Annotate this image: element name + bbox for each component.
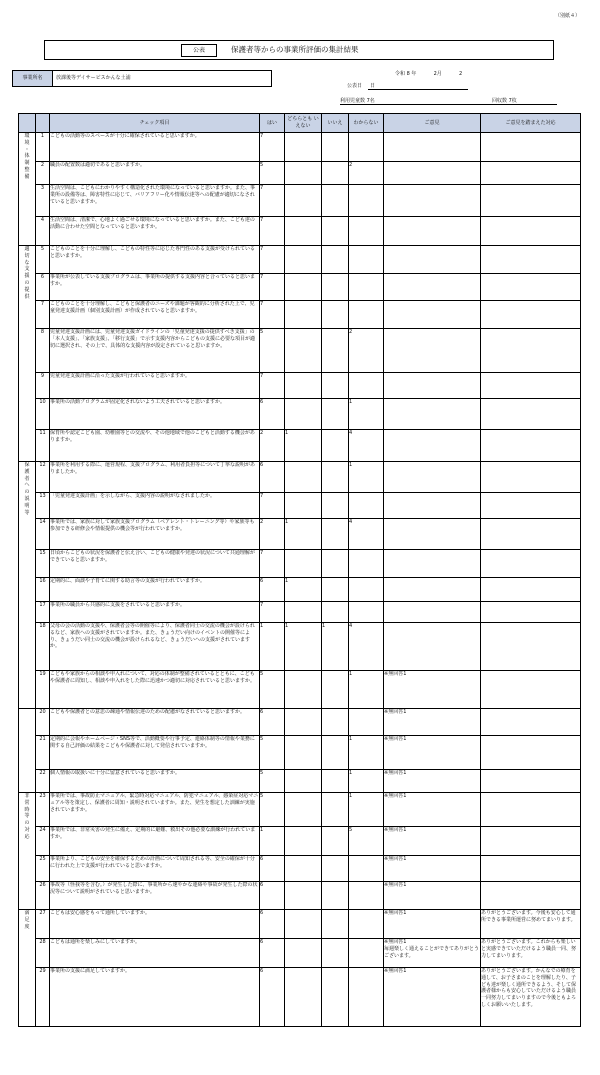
neither-count bbox=[285, 939, 322, 968]
opinion-cell bbox=[384, 550, 481, 578]
yes-count: 5 bbox=[260, 671, 285, 709]
no-count bbox=[322, 910, 349, 939]
no-count bbox=[322, 133, 349, 162]
item-text: 個人情報の取扱いに十分に留意されていると思いますか。 bbox=[50, 770, 260, 793]
item-text: 保育所や認定こども園、幼稚園等との交流や、その他地域で他のこどもと活動する機会がありますか。 bbox=[50, 430, 260, 462]
page-title: 保護者等からの事業所評価の集計結果 bbox=[231, 45, 359, 54]
table-row bbox=[19, 882, 581, 910]
yes-count: 6 bbox=[260, 399, 285, 430]
unknown-count bbox=[349, 709, 384, 736]
unknown-count bbox=[349, 602, 384, 623]
table-row bbox=[19, 162, 581, 185]
no-count bbox=[322, 274, 349, 301]
yes-count: 5 bbox=[260, 329, 285, 373]
yes-count: 6 bbox=[260, 968, 285, 1027]
neither-count bbox=[285, 133, 322, 162]
table-row bbox=[19, 430, 581, 462]
unknown-count bbox=[349, 882, 384, 910]
item-text: 職員の配置数は適切であると思いますか。 bbox=[50, 162, 260, 185]
response-cell: ありがとうございます。今後も安心して通所できる事業所運営に努めてまいります。 bbox=[481, 910, 581, 939]
response-cell bbox=[481, 493, 581, 519]
item-text: 事故等（怪我等を含む。）が発生した際に、事業所から速やかな連絡や事故が発生した際の状況等について説明がされていると思いますか。 bbox=[50, 882, 260, 910]
item-number: 4 bbox=[36, 217, 50, 246]
no-count bbox=[322, 793, 349, 827]
item-text: こどもや保護者との意思の疎通や情報伝達のための配慮がなされていると思いますか。 bbox=[50, 709, 260, 736]
response-cell bbox=[481, 770, 581, 793]
item-number: 13 bbox=[36, 493, 50, 519]
yes-count: 7 bbox=[260, 217, 285, 246]
neither-count: 1 bbox=[285, 519, 322, 550]
item-text: 定期的に、面談や子育てに関する助言等の支援が行われていますか。 bbox=[50, 578, 260, 602]
no-count bbox=[322, 882, 349, 910]
opinion-cell bbox=[384, 399, 481, 430]
form-number: （別紙４） bbox=[554, 13, 580, 19]
yes-count: 7 bbox=[260, 602, 285, 623]
table-row bbox=[19, 399, 581, 430]
unknown-count: 1 bbox=[349, 736, 384, 770]
response-cell bbox=[481, 462, 581, 493]
neither-count bbox=[285, 770, 322, 793]
unknown-count bbox=[349, 550, 384, 578]
no-count bbox=[322, 709, 349, 736]
neither-count bbox=[285, 910, 322, 939]
neither-count bbox=[285, 709, 322, 736]
table-row bbox=[19, 274, 581, 301]
item-text: 事業所では、非常災害の発生に備え、定期的に避難、救出その他必要な訓練が行われていますか。 bbox=[50, 827, 260, 856]
opinion-cell bbox=[384, 329, 481, 373]
neither-count bbox=[285, 793, 322, 827]
item-number: 5 bbox=[36, 246, 50, 274]
item-text: 児童発達支援計画に沿った支援が行われていると思いますか。 bbox=[50, 373, 260, 399]
unknown-count: 4 bbox=[349, 519, 384, 550]
header-unknown: わからない bbox=[349, 114, 384, 133]
opinion-cell bbox=[384, 623, 481, 671]
unknown-count bbox=[349, 910, 384, 939]
opinion-cell bbox=[384, 301, 481, 329]
item-number: 14 bbox=[36, 519, 50, 550]
response-cell bbox=[481, 623, 581, 671]
neither-count bbox=[285, 550, 322, 578]
table-row bbox=[19, 519, 581, 550]
response-cell bbox=[481, 133, 581, 162]
yes-count: 7 bbox=[260, 550, 285, 578]
no-count bbox=[322, 856, 349, 882]
item-text: こどもは通所を楽しみにしていますか。 bbox=[50, 939, 260, 968]
yes-count: 6 bbox=[260, 939, 285, 968]
evaluation-table bbox=[18, 113, 581, 1027]
yes-count: 7 bbox=[260, 301, 285, 329]
opinion-cell: ※無回答1 bbox=[384, 968, 481, 1027]
yes-count: 2 bbox=[260, 519, 285, 550]
header-neither: どちらとも いえない bbox=[285, 114, 322, 133]
table-row bbox=[19, 968, 581, 1027]
item-text: こどものことを十分に理解し、こどもの特性等に応じた専門性のある支援が受けられていると思いますか。 bbox=[50, 246, 260, 274]
neither-count bbox=[285, 968, 322, 1027]
no-count bbox=[322, 162, 349, 185]
table-row bbox=[19, 301, 581, 329]
answers-count: 回収数 7枚 bbox=[492, 98, 517, 104]
unknown-count: 1 bbox=[349, 399, 384, 430]
response-cell bbox=[481, 246, 581, 274]
opinion-cell bbox=[384, 246, 481, 274]
header-number bbox=[36, 114, 50, 133]
item-number: 29 bbox=[36, 968, 50, 1027]
header-opinion: ご意見 bbox=[384, 114, 481, 133]
item-text: 事業所の支援に満足していますか。 bbox=[50, 968, 260, 1027]
table-row bbox=[19, 578, 581, 602]
answers-underline bbox=[492, 104, 557, 105]
item-number: 21 bbox=[36, 736, 50, 770]
response-cell bbox=[481, 736, 581, 770]
item-text: 児童発達支援計画には、児童発達支援ガイドラインの「児童発達支援の提供すべき支援」の「本人支援」、「家族支援」、「移行支援」で示す支援内容からこどもの支援に必要な項目が適切に選択され、その上で、具体的な支援内容が設定されていると思いますか。 bbox=[50, 329, 260, 373]
opinion-cell: ※無回答1 bbox=[384, 671, 481, 709]
item-text: 事業所の職員から共感的に支援をされていると思いますか。 bbox=[50, 602, 260, 623]
opinion-cell: ※無回答1 bbox=[384, 793, 481, 827]
unknown-count bbox=[349, 185, 384, 217]
table-row bbox=[19, 939, 581, 968]
opinion-cell bbox=[384, 373, 481, 399]
section-label-blank bbox=[19, 709, 36, 793]
yes-count: 7 bbox=[260, 185, 285, 217]
neither-count bbox=[285, 493, 322, 519]
unknown-count: 1 bbox=[349, 671, 384, 709]
neither-count: 1 bbox=[285, 430, 322, 462]
no-count bbox=[322, 671, 349, 709]
response-cell bbox=[481, 399, 581, 430]
table-row bbox=[19, 709, 581, 736]
item-number: 12 bbox=[36, 462, 50, 493]
item-text: 生活空間は、清潔で、心地よく過ごせる環境になっていると思いますか。また、こども達の活動に合わせた空間となっていると思いますか。 bbox=[50, 217, 260, 246]
yes-count: 5 bbox=[260, 162, 285, 185]
no-count bbox=[322, 462, 349, 493]
response-cell bbox=[481, 671, 581, 709]
neither-count bbox=[285, 185, 322, 217]
table-row bbox=[19, 736, 581, 770]
item-text: こどもは安心感をもって通所していますか。 bbox=[50, 910, 260, 939]
opinion-cell bbox=[384, 430, 481, 462]
no-count bbox=[322, 519, 349, 550]
unknown-count bbox=[349, 246, 384, 274]
header-no: いいえ bbox=[322, 114, 349, 133]
yes-count: 2 bbox=[260, 430, 285, 462]
opinion-cell: ※無回答1 bbox=[384, 827, 481, 856]
table-row bbox=[19, 827, 581, 856]
response-cell bbox=[481, 550, 581, 578]
item-text: 「児童発達支援計画」を示しながら、支援内容の説明がなされましたか。 bbox=[50, 493, 260, 519]
item-number: 6 bbox=[36, 274, 50, 301]
office-name: 放課後等デイサービスかんな土浦 bbox=[56, 75, 131, 81]
table-row bbox=[19, 671, 581, 709]
no-count bbox=[322, 968, 349, 1027]
opinion-cell bbox=[384, 602, 481, 623]
section-label: 非 常 時 等 の 対 応 bbox=[19, 793, 36, 910]
no-count bbox=[322, 217, 349, 246]
item-number: 24 bbox=[36, 827, 50, 856]
item-text: 父母の会の活動の支援や、保護者会等の開催等により、保護者同士の交流の機会が設けられるなど、家族への支援がされていますか。また、きょうだい向けのイベントの開催等により、きょうだい同士の交流の機会が設けられるなど、きょうだいへの支援がされていますか。 bbox=[50, 623, 260, 671]
opinion-cell: ※無回答1 bbox=[384, 856, 481, 882]
section-label: 満 足 度 bbox=[19, 910, 36, 1027]
table-row bbox=[19, 770, 581, 793]
response-cell bbox=[481, 162, 581, 185]
unknown-count bbox=[349, 274, 384, 301]
publication-date bbox=[395, 70, 462, 77]
yes-count: 6 bbox=[260, 462, 285, 493]
yes-count: 1 bbox=[260, 623, 285, 671]
response-cell: ありがとうございます。これからも楽しいと実感できていただけるよう職員一同、努力してまいります。 bbox=[481, 939, 581, 968]
header-check: チェック項目 bbox=[50, 114, 260, 133]
yes-count: 5 bbox=[260, 793, 285, 827]
no-count bbox=[322, 550, 349, 578]
yes-count: 6 bbox=[260, 709, 285, 736]
neither-count bbox=[285, 462, 322, 493]
section-label: 環 境 ・ 体 制 整 備 bbox=[19, 133, 36, 246]
unknown-count: 1 bbox=[349, 462, 384, 493]
item-number: 8 bbox=[36, 329, 50, 373]
item-number: 25 bbox=[36, 856, 50, 882]
yes-count: 7 bbox=[260, 133, 285, 162]
unknown-count: 4 bbox=[349, 623, 384, 671]
opinion-cell: ※無回答1 bbox=[384, 910, 481, 939]
users-count: 利用児童数 7名 bbox=[340, 98, 375, 104]
item-number: 23 bbox=[36, 793, 50, 827]
unknown-count: 5 bbox=[349, 827, 384, 856]
table-row bbox=[19, 217, 581, 246]
yes-count: 6 bbox=[260, 910, 285, 939]
table-row bbox=[19, 329, 581, 373]
public-badge: 公表 bbox=[181, 44, 217, 57]
neither-count bbox=[285, 301, 322, 329]
yes-count: 7 bbox=[260, 274, 285, 301]
item-text: こどもや家族からの相談や申入れについて、対応の体制が整備されているとともに、こどもや保護者に周知し、相談や申入れをした際に迅速かつ適切に対応されていると思いますか。 bbox=[50, 671, 260, 709]
item-text: 事業所が公表している支援プログラムは、事業所の提供する支援内容と合っていると思いますか。 bbox=[50, 274, 260, 301]
opinion-cell bbox=[384, 162, 481, 185]
neither-count bbox=[285, 217, 322, 246]
opinion-cell bbox=[384, 462, 481, 493]
opinion-cell: ※無回答1 bbox=[384, 736, 481, 770]
item-text: こどものことを十分理解し、こどもと保護者のニーズや課題が客観的に分析された上で、児童発達支援計画（個別支援計画）が作成されていると思いますか。 bbox=[50, 301, 260, 329]
opinion-cell bbox=[384, 133, 481, 162]
yes-count: 5 bbox=[260, 736, 285, 770]
neither-count bbox=[285, 856, 322, 882]
item-number: 18 bbox=[36, 623, 50, 671]
no-count bbox=[322, 602, 349, 623]
yes-count: 1 bbox=[260, 827, 285, 856]
item-number: 7 bbox=[36, 301, 50, 329]
header-section bbox=[19, 114, 36, 133]
item-number: 10 bbox=[36, 399, 50, 430]
title-box bbox=[44, 40, 554, 60]
no-count bbox=[322, 493, 349, 519]
response-cell bbox=[481, 274, 581, 301]
item-number: 15 bbox=[36, 550, 50, 578]
item-number: 27 bbox=[36, 910, 50, 939]
no-count: 1 bbox=[322, 623, 349, 671]
neither-count bbox=[285, 329, 322, 373]
opinion-cell bbox=[384, 493, 481, 519]
no-count bbox=[322, 399, 349, 430]
pub-day: 2 bbox=[458, 71, 463, 77]
neither-count bbox=[285, 246, 322, 274]
pub-month: 2月 bbox=[433, 71, 442, 77]
office-box bbox=[12, 70, 272, 87]
table-row bbox=[19, 373, 581, 399]
unknown-count: 2 bbox=[349, 162, 384, 185]
publication-label: 公表日 bbox=[347, 83, 363, 89]
header-yes: はい bbox=[260, 114, 285, 133]
no-count bbox=[322, 827, 349, 856]
response-cell bbox=[481, 882, 581, 910]
item-text: 事業所では、事故防止マニュアル、緊急時対応マニュアル、防犯マニュアル、感染症対応マニュアル等を策定し、保護者に周知・説明されていますか。また、発生を想定した訓練が実施されていますか。 bbox=[50, 793, 260, 827]
response-cell bbox=[481, 856, 581, 882]
neither-count bbox=[285, 671, 322, 709]
response-cell bbox=[481, 827, 581, 856]
response-cell bbox=[481, 519, 581, 550]
no-count bbox=[322, 736, 349, 770]
item-text: 事業所より、こどもの安全を確保するための計画について周知される等、安全の確保が十分に行われた上で支援が行われていると思いますか。 bbox=[50, 856, 260, 882]
section-label: 適 切 な 支 援 の 提 供 bbox=[19, 246, 36, 462]
yes-count: 5 bbox=[260, 770, 285, 793]
response-cell bbox=[481, 185, 581, 217]
neither-count bbox=[285, 827, 322, 856]
table-row bbox=[19, 623, 581, 671]
opinion-cell: ※無回答1 bbox=[384, 709, 481, 736]
table-row bbox=[19, 550, 581, 578]
opinion-cell: ※無回答1 毎週楽しく通えることができてありがとうございます。 bbox=[384, 939, 481, 968]
office-label: 事業所名 bbox=[13, 71, 53, 86]
unknown-count: 2 bbox=[349, 329, 384, 373]
unknown-count bbox=[349, 301, 384, 329]
yes-count: 6 bbox=[260, 856, 285, 882]
unknown-count bbox=[349, 133, 384, 162]
item-number: 16 bbox=[36, 578, 50, 602]
item-text: こどもの活動等のスペースが十分に確保されていると思いますか。 bbox=[50, 133, 260, 162]
no-count bbox=[322, 329, 349, 373]
item-number: 22 bbox=[36, 770, 50, 793]
publication-underline bbox=[368, 89, 468, 90]
unknown-count: 1 bbox=[349, 793, 384, 827]
item-number: 19 bbox=[36, 671, 50, 709]
item-text: 事業所を利用する際に、運営規程、支援プログラム、利用者負担等について丁寧な説明がありましたか。 bbox=[50, 462, 260, 493]
header-response: ご意見を踏まえた対応 bbox=[481, 114, 581, 133]
response-cell bbox=[481, 329, 581, 373]
item-number: 28 bbox=[36, 939, 50, 968]
opinion-cell bbox=[384, 274, 481, 301]
response-cell bbox=[481, 793, 581, 827]
unknown-count: 4 bbox=[349, 430, 384, 462]
item-number: 20 bbox=[36, 709, 50, 736]
pub-era: 令和 8 年 bbox=[395, 71, 417, 77]
table-row bbox=[19, 910, 581, 939]
item-text: 日頃からこどもの状況を保護者と伝え合い、こどもの健康や発達の状況について共通理解ができていると思いますか。 bbox=[50, 550, 260, 578]
opinion-cell: ※無回答1 bbox=[384, 770, 481, 793]
unknown-count bbox=[349, 493, 384, 519]
response-cell bbox=[481, 301, 581, 329]
opinion-cell: ※無回答1 bbox=[384, 882, 481, 910]
response-cell bbox=[481, 602, 581, 623]
response-cell bbox=[481, 373, 581, 399]
table-row bbox=[19, 133, 581, 162]
item-number: 3 bbox=[36, 185, 50, 217]
table-row bbox=[19, 493, 581, 519]
item-text: 生活空間は、こどもにわかりやすく構造化された環境になっていると思いますか。また、事業所の設備等は、障害特性に応じて、バリアフリー化や情報伝達等への配慮が適切になされていると思いますか。 bbox=[50, 185, 260, 217]
neither-count bbox=[285, 274, 322, 301]
no-count bbox=[322, 939, 349, 968]
response-cell bbox=[481, 217, 581, 246]
neither-count bbox=[285, 602, 322, 623]
table-row bbox=[19, 856, 581, 882]
item-number: 2 bbox=[36, 162, 50, 185]
item-number: 11 bbox=[36, 430, 50, 462]
unknown-count: 1 bbox=[349, 770, 384, 793]
unknown-count bbox=[349, 578, 384, 602]
yes-count: 7 bbox=[260, 373, 285, 399]
yes-count: 7 bbox=[260, 493, 285, 519]
unknown-count bbox=[349, 373, 384, 399]
item-text: 事業所の活動プログラムが固定化されないよう工夫されていると思いますか。 bbox=[50, 399, 260, 430]
item-number: 26 bbox=[36, 882, 50, 910]
no-count bbox=[322, 301, 349, 329]
table-row bbox=[19, 185, 581, 217]
no-count bbox=[322, 770, 349, 793]
table-row bbox=[19, 602, 581, 623]
opinion-cell bbox=[384, 578, 481, 602]
neither-count bbox=[285, 736, 322, 770]
opinion-cell bbox=[384, 519, 481, 550]
neither-count bbox=[285, 882, 322, 910]
no-count bbox=[322, 430, 349, 462]
unknown-count bbox=[349, 856, 384, 882]
response-cell: ありがとうございます。かんなでの療育を通して、お子さまのことを理解したり、子ども達が楽しく通所できるよう、そして保護者様からも安心していただけるよう職員一同努力してまいりますので今後ともよろしくお願いいたします。 bbox=[481, 968, 581, 1027]
no-count bbox=[322, 578, 349, 602]
unknown-count bbox=[349, 939, 384, 968]
unknown-count bbox=[349, 217, 384, 246]
table-row bbox=[19, 462, 581, 493]
item-number: 17 bbox=[36, 602, 50, 623]
neither-count: 1 bbox=[285, 623, 322, 671]
response-cell bbox=[481, 578, 581, 602]
yes-count: 6 bbox=[260, 578, 285, 602]
item-number: 1 bbox=[36, 133, 50, 162]
response-cell bbox=[481, 709, 581, 736]
neither-count: 1 bbox=[285, 578, 322, 602]
item-text: 事業所では、家族に対して家族支援プログラム（ペアレント・トレーニング等）や家族等も参加できる研修会や情報提供の機会等が行われていますか。 bbox=[50, 519, 260, 550]
table-row bbox=[19, 793, 581, 827]
table-row bbox=[19, 246, 581, 274]
section-label: 保 護 者 へ の 説 明 等 bbox=[19, 462, 36, 709]
neither-count bbox=[285, 399, 322, 430]
yes-count: 7 bbox=[260, 246, 285, 274]
unknown-count bbox=[349, 968, 384, 1027]
neither-count bbox=[285, 162, 322, 185]
item-text: 定期的に会報やホームページ・SNS等で、活動概要や行事予定、連絡体制等の情報や業務に関する自己評価の結果をこどもや保護者に対して発信されていますか。 bbox=[50, 736, 260, 770]
neither-count bbox=[285, 373, 322, 399]
item-number: 9 bbox=[36, 373, 50, 399]
no-count bbox=[322, 246, 349, 274]
yes-count: 6 bbox=[260, 882, 285, 910]
no-count bbox=[322, 373, 349, 399]
opinion-cell bbox=[384, 217, 481, 246]
response-cell bbox=[481, 430, 581, 462]
publication-day-suffix: 日 bbox=[370, 83, 376, 89]
no-count bbox=[322, 185, 349, 217]
opinion-cell bbox=[384, 185, 481, 217]
